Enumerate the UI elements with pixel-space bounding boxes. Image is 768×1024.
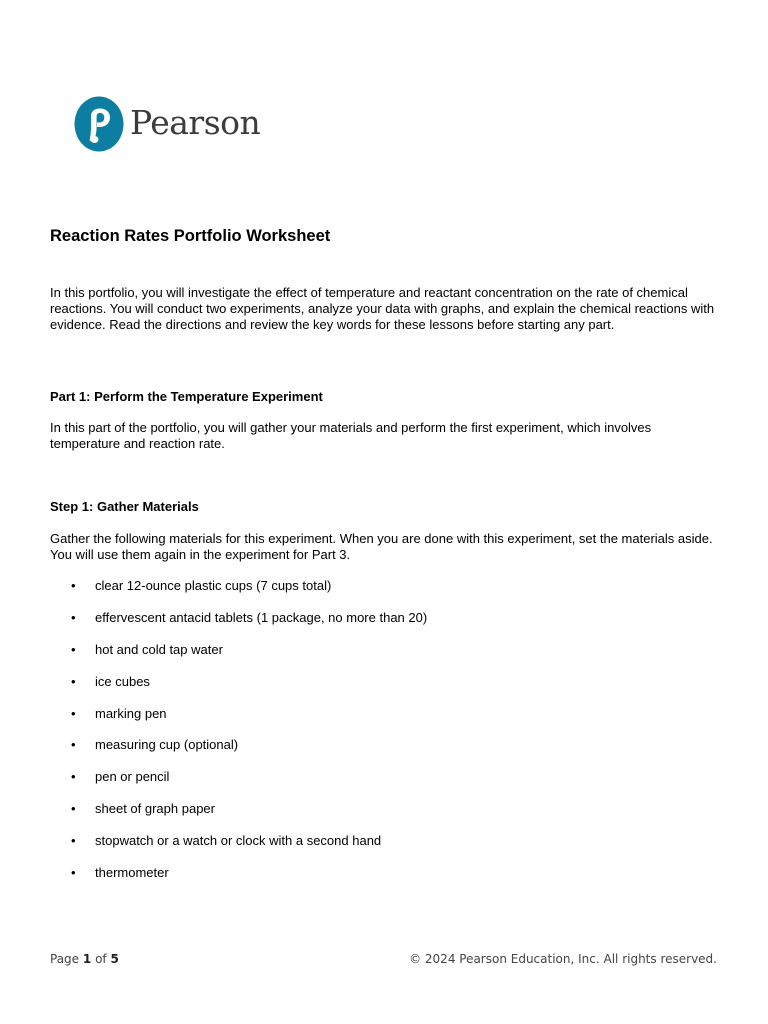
pearson-wordmark: Pearson <box>130 102 261 142</box>
part1-paragraph: In this part of the portfolio, you will gather your materials and perform the first experiment, which involves temperature and reaction rate. <box>50 420 652 452</box>
pearson-logo <box>74 96 260 152</box>
bullet-icon: • <box>71 833 76 849</box>
bullet-icon: • <box>71 705 76 721</box>
page-current: 1 <box>82 952 92 966</box>
copyright-notice: © 2024 Pearson Education, Inc. All rights reserved. <box>409 952 717 966</box>
material-text: stopwatch or a watch or clock with a second hand <box>95 833 382 849</box>
intro-paragraph: In this portfolio, you will investigate the effect of temperature and reactant concentration on the rate of chemical reactions. You will conduct two experiments, analyze your data with graphs, and explain the chemical reactions with evidence. Read the directions and review the key words for these lessons before starting any part. <box>50 285 715 333</box>
bullet-icon: • <box>71 641 76 657</box>
part1-heading: Part 1: Perform the Temperature Experiment <box>50 389 323 404</box>
material-text: measuring cup (optional) <box>95 737 239 753</box>
bullet-icon: • <box>71 609 76 625</box>
bullet-icon: • <box>71 865 76 881</box>
bullet-icon: • <box>71 801 76 817</box>
material-text: clear 12-ounce plastic cups (7 cups total) <box>95 578 332 593</box>
material-text: thermometer <box>95 865 169 881</box>
material-text: marking pen <box>95 705 167 721</box>
bullet-icon: • <box>71 578 76 593</box>
bullet-icon: • <box>71 737 76 753</box>
material-text: ice cubes <box>95 673 150 689</box>
page-of: of <box>95 952 107 966</box>
page-number <box>50 952 119 966</box>
step1-paragraph: Gather the following materials for this experiment. When you are done with this experiment, set the materials aside. You will use them again in the experiment for Part 3. <box>50 531 713 563</box>
material-text: pen or pencil <box>95 769 170 785</box>
document-title: Reaction Rates Portfolio Worksheet <box>50 227 331 245</box>
page-label: Page <box>50 952 80 966</box>
material-text: effervescent antacid tablets (1 package, no more than 20) <box>95 609 428 625</box>
page-total: 5 <box>110 952 119 966</box>
material-text: hot and cold tap water <box>95 641 223 657</box>
pearson-p-icon <box>74 96 124 152</box>
step1-heading: Step 1: Gather Materials <box>50 499 199 514</box>
bullet-icon: • <box>71 769 76 785</box>
bullet-icon: • <box>71 673 76 689</box>
material-text: sheet of graph paper <box>95 801 215 817</box>
